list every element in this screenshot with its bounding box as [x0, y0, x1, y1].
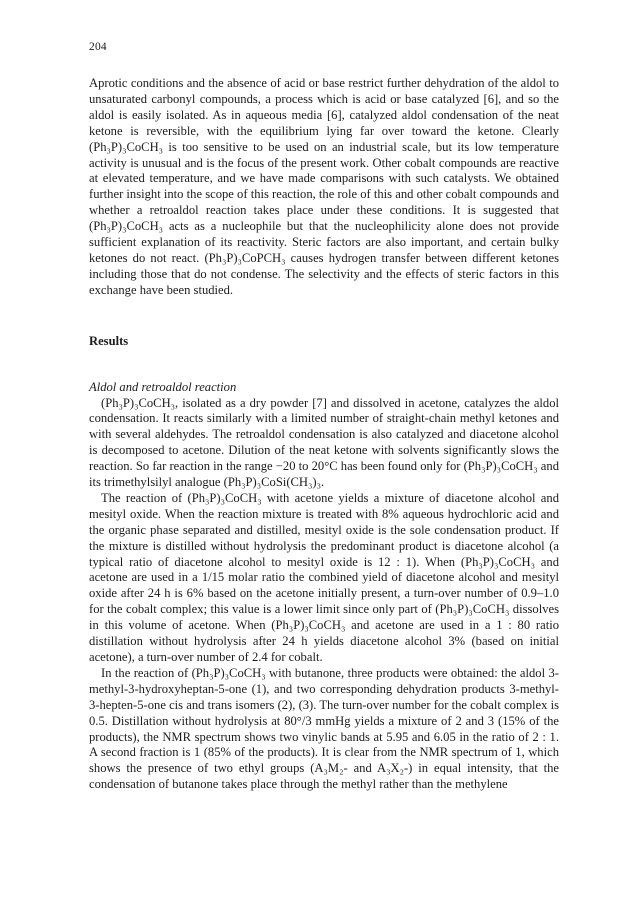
section-heading-results: Results [89, 333, 129, 348]
paragraph-butanone-reaction: In the reaction of (Ph₃P)₃CoCH₃ with butanone, three products were obtained: the aldol 3-methyl-3-hydroxyheptan-5-one (1), and two corresponding dehydration products 3-methyl-3-hepten-5-one cis and trans isomers (2), (3). The turn-over number for the cobalt complex is 0.5. Distillation without hydrolysis at 80°/3 mmHg yields a mixture of 2 and 3 (15% of the products), the NMR spectrum shows two vinylic bands at 5.95 and 6.05 in the ratio of 2 : 1. A second fraction is 1 (85% of the products). It is clear from the NMR spectrum of 1, which shows the presence of two ethyl groups (A₃M₂- and A₃X₂-) in equal intensity, that the condensation of butanone takes place through the methyl rather than the methylene [89, 665, 559, 792]
subsection-heading-aldol: Aldol and retroaldol reaction [89, 379, 237, 394]
article-body [89, 76, 559, 793]
intro-paragraph: Aprotic conditions and the absence of acid or base restrict further dehydration of the aldol to unsaturated carbonyl compounds, a process which is acid or base catalyzed [6], and so the aldol is easily isolated. As in aqueous media [6], catalyzed aldol condensation of the neat ketone is reversible, with the equilibrium lying far over toward the ketone. Clearly (Ph₃P)₃CoCH₃ is too sensitive to be used on an industrial scale, but its low temperature activity is unusual and is the focus of the present work. Other cobalt compounds are reactive at elevated temperature, and we have made comparisons with such catalysts. We obtained further insight into the scope of this reaction, the role of this and other cobalt compounds and whether a retroaldol reaction takes place under these conditions. It is suggested that (Ph₃P)₃CoCH₃ acts as a nucleophile but that the nucleophilicity alone does not provide sufficient explanation of its reactivity. Steric factors are also important, and certain bulky ketones do not react. (Ph₃P)₃CoPCH₃ causes hydrogen transfer between different ketones including those that do not condense. The selectivity and the effects of steric factors in this exchange have been studied. [89, 76, 559, 297]
paragraph-aldol-intro: (Ph₃P)₃CoCH₃, isolated as a dry powder [7] and dissolved in acetone, catalyzes the aldol condensation. It reacts similarly with a limited number of straight-chain methyl ketones and with several aldehydes. The retroaldol condensation is also catalyzed and diacetone alcohol is decomposed to acetone. Dilution of the neat ketone with solvents significantly slows the reaction. So far reaction in the range −20 to 20°C has been found only for (Ph₃P)₃CoCH₃ and its trimethylsilyl analogue (Ph₃P)₃CoSi(CH₃)₃. [89, 395, 559, 490]
paragraph-acetone-reaction: The reaction of (Ph₃P)₃CoCH₃ with acetone yields a mixture of diacetone alcohol and mesityl oxide. When the reaction mixture is treated with 8% aqueous hydrochloric acid and the organic phase separated and distilled, mesityl oxide is the sole condensation product. If the mixture is distilled without hydrolysis the predominant product is diacetone alcohol (a typical ratio of diacetone alcohol to mesityl oxide is 12 : 1). When (Ph₃P)₃CoCH₃ and acetone are used in a 1/15 molar ratio the combined yield of diacetone alcohol and mesityl oxide after 24 h is 6% based on the acetone initially present, a turn-over number of 0.9–1.0 for the cobalt complex; this value is a lower limit since only part of (Ph₃P)₃CoCH₃ dissolves in this volume of acetone. When (Ph₃P)₃CoCH₃ and acetone are used in a 1 : 80 ratio distillation without hydrolysis after 24 h yields diacetone alcohol 3% (based on initial acetone), a turn-over number of 2.4 for cobalt. [89, 490, 559, 664]
page-number: 204 [89, 41, 107, 53]
